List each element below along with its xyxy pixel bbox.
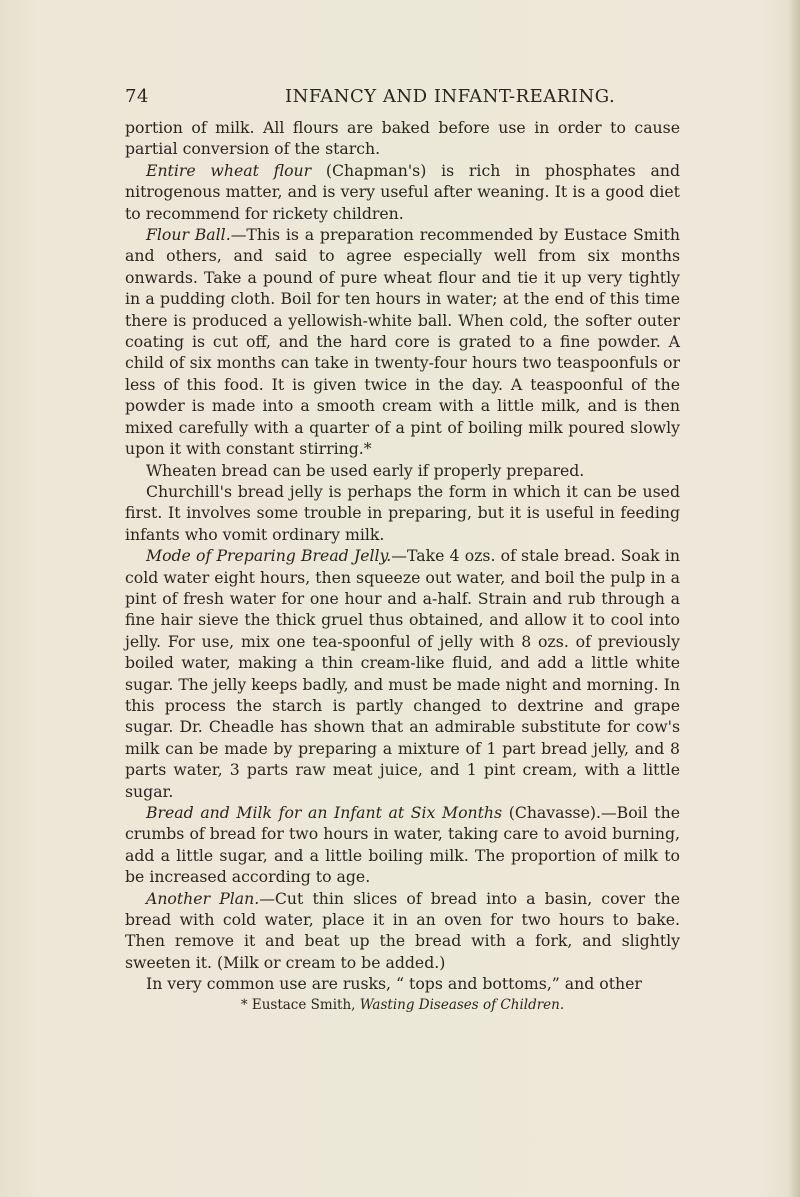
footnote: [125, 997, 680, 1013]
paragraph-lead: Another Plan.: [146, 888, 260, 908]
paragraph-lead: Mode of Preparing Bread Jelly.: [146, 546, 392, 566]
running-title: INFANCY AND INFANT-REARING.: [285, 86, 616, 107]
footnote-source: Wasting Diseases of Children.: [359, 997, 565, 1013]
paragraph-lead: Flour Ball.: [146, 225, 231, 245]
running-header: [125, 86, 680, 112]
paragraph-bread-and-milk: Bread and Milk for an Infant at Six Months (Chavasse).—Boil the crumbs of bread for two hours in water, taking care to avoid burning, add a little sugar, and a little boiling milk. The proportion of milk to be increased according to age.: [125, 803, 680, 887]
footnote-author: * Eustace Smith,: [240, 997, 360, 1013]
paragraph-wheaten-bread: Wheaten bread can be used early if properly prepared.: [146, 460, 585, 480]
paragraph-bread-jelly: Churchill's bread jelly is perhaps the form in which it can be used first. It involves some trouble in preparing, but it is useful in feeding infants who vomit ordinary milk.: [125, 481, 680, 544]
page-edge-shadow: [788, 0, 800, 1197]
paragraph-entire-wheat: Entire wheat flour (Chapman's) is rich in phosphates and nitrogenous matter, and is very useful after weaning. It is a good diet to recommend for rickety children.: [125, 160, 680, 223]
paragraph-rusks: In very common use are rusks, “ tops and bottoms,” and other: [146, 974, 642, 994]
paragraph-lead: Entire wheat flour: [146, 160, 312, 180]
page-number: 74: [125, 86, 149, 107]
paragraph-another-plan: Another Plan.—Cut thin slices of bread into a basin, cover the bread with cold water, place it in an oven for two hours to bake. Then remove it and beat up the bread with a fork, and slightly sweeten it. (Milk or cream to be added.): [125, 888, 680, 972]
body-text: [125, 117, 680, 995]
paragraph-lead: Bread and Milk for an Infant at Six Months: [146, 803, 503, 822]
paragraph-flour-ball: Flour Ball.—This is a preparation recommended by Eustace Smith and others, and said to agree especially well from six months onwards. Take a pound of pure wheat flour and tie it up very tightly in a pudding cloth. Boil for ten hours in water; at the end of this time there is produced a yellowish-white ball. When cold, the softer outer coating is cut off, and the hard core is grated to a fine powder. A child of six months can take in twenty-four hours two teaspoonfuls or less of this food. It is given twice in the day. A teaspoonful of the powder is made into a smooth cream with a little milk, and is then mixed carefully with a quarter of a pint of boiling milk poured slowly upon it with constant stirring.*: [125, 225, 680, 459]
paragraph-mode-preparing: Mode of Preparing Bread Jelly.—Take 4 ozs. of stale bread. Soak in cold water eight hours, then squeeze out water, and boil the pulp in a pint of fresh water for one hour and a-half. Strain and rub through a fine hair sieve the thick gruel thus obtained, and allow it to cool into jelly. For use, mix one tea-spoonful of jelly with 8 ozs. of previously boiled water, making a thin cream-like fluid, and add a little white sugar. The jelly keeps badly, and must be made night and morning. In this process the starch is partly changed to dextrine and grape sugar. Dr. Cheadle has shown that an admirable substitute for cow's milk can be made by preparing a mixture of 1 part bread jelly, and 8 parts water, 3 parts raw meat juice, and 1 pint cream, with a little sugar.: [125, 546, 680, 801]
paragraph-continuation: portion of milk. All flours are baked before use in order to cause partial conversion of the starch.: [125, 118, 680, 159]
